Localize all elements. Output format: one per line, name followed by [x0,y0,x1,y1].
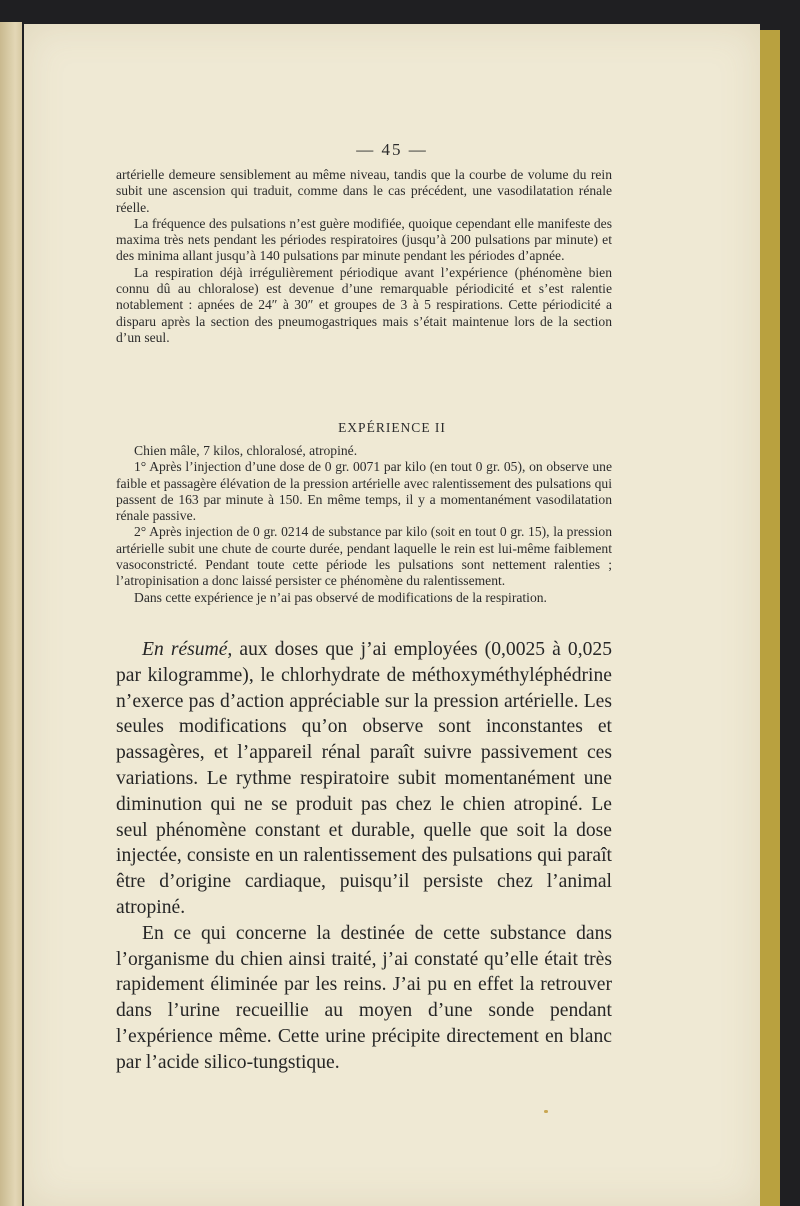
summary-text-block [116,637,612,1076]
paper-speck [544,1110,548,1113]
adjacent-page-edge [0,22,22,1206]
page-number: — 45 — [356,140,428,159]
paragraph: 1° Après l’injection d’une dose de 0 gr. 0071 par kilo (en tout 0 gr. 05), on observe une faible et passagère élévation de la pression artérielle avec ralentissement des pulsations qui passent de 163 par minute à 150. En même temps, il y a momentanément vasodilatation rénale passive. [116,459,612,524]
summary-text: aux doses que j’ai employées (0,0025 à 0,025 par kilogramme), le chlorhydrate de méthoxyméthyléphédrine n’exerce pas d’action appréciable sur la pression artérielle. Les seules modifications qu’on observe sont inconstantes et passagères, et l’appareil rénal paraît suivre passivement ces variations. Le rythme respiratoire subit momentanément une diminution qui ne se produit pas chez le chien atropiné. Le seul phénomène constant et durable, quelle que soit la dose injectée, consiste en un ralentissement des pulsations qui paraît être d’origine cardiaque, puisqu’il persiste chez l’animal atropiné. [116,639,612,918]
paragraph: La fréquence des pulsations n’est guère modifiée, quoique cependant elle manifeste des maxima très nets pendant les périodes respiratoires (jusqu’à 200 pulsations par minute) et des minima allant jusqu’à 140 pulsations par minute pendant les périodes d’apnée. [116,215,612,264]
experience-text-block [116,443,612,606]
top-text-block [116,167,612,346]
paragraph: artérielle demeure sensiblement au même niveau, tandis que la courbe de volume du rein subit une ascension qui traduit, comme dans le cas précédent, une vasodilatation rénale réelle. [116,167,612,215]
section-heading: EXPÉRIENCE II [338,420,446,435]
summary-paragraph [116,637,612,921]
summary-paragraph: En ce qui concerne la destinée de cette substance dans l’organisme du chien ainsi traité, j’ai constaté qu’elle était très rapidement éliminée par les reins. J’ai pu en effet la retrouver dans l’urine recueillie au moyen d’une sonde pendant l’expérience même. Cette urine précipite directement en blanc par l’acide silico-tungstique. [116,922,612,1073]
paragraph: Dans cette expérience je n’ai pas observé de modifications de la respiration. [134,589,547,605]
paragraph: Chien mâle, 7 kilos, chloralosé, atropiné. [134,443,358,458]
paragraph: 2° Après injection de 0 gr. 0214 de substance par kilo (soit en tout 0 gr. 15), la pression artérielle subit une chute de courte durée, pendant laquelle le rein est lui-même faiblement vasoconstricté. Pendant toute cette période les pulsations sont nettement ralenties ; l’atropinisation a donc laissé persister ce phénomène du ralentissement. [116,524,612,589]
summary-lead: En résumé, [142,639,233,660]
book-page [24,24,760,1206]
paragraph: La respiration déjà irrégulièrement périodique avant l’expérience (phénomène bien connu dû au chloralose) est devenue d’une remarquable périodicité et s’est ralentie notablement : apnées de 24″ à 30″ et groupes de 3 à 5 respirations. Cette périodicité a disparu après la section des pneumogastriques mais s’était maintenue lors de la section d’un seul. [116,264,612,345]
